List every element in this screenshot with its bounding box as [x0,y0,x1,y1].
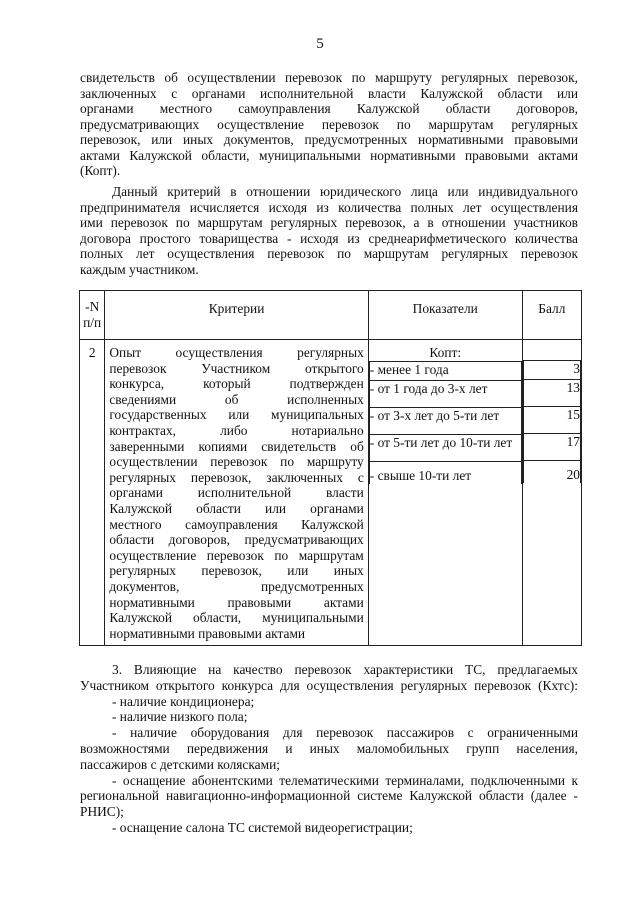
text-line: свидетельств об осуществлении перевозок по маршруту регулярных перевозок, [80,70,578,85]
criteria-line: органами исполнительной власти [109,485,364,501]
text-line: каждым участником. [80,261,199,277]
text-line: 3. Влияющие на качество перевозок характеристики ТС, предлагаемых [112,662,578,677]
score-value: 17 [523,434,580,461]
score-value: 13 [523,380,580,407]
criteria-line: местного самоуправления Калужской [109,516,364,532]
row-num: 2 [80,340,105,646]
criteria-line: конкурса, который подтвержден [109,376,364,392]
list-item: - наличие низкого пола; [112,709,248,725]
section-3 [80,662,578,836]
text-line: органами местного самоуправления Калужской области договоров, [80,101,578,116]
text-line: региональной навигационно-информационной системе Калужской области (далее - [80,788,578,804]
indicator-title: Копт: [429,345,462,360]
indicator-item: - от 5-ти лет до 10-ти лет [369,434,521,461]
row-indicators [368,340,522,646]
criteria-line: области договоров, предусматривающих [109,532,364,548]
score-value: 3 [523,361,580,380]
text-line: актами Калужской области, муниципальными нормативными правовыми актами [80,147,578,163]
text-line: (Копт). [80,163,121,178]
text-line: перевозок, или иных документов, предусмотренных нормативными правовыми [80,132,578,147]
criteria-table [79,290,582,646]
criteria-line: регулярных перевозок, заключенных с [109,469,364,485]
indicator-item: - от 3-х лет до 5-ти лет [369,407,521,434]
table-header-row [80,291,582,340]
criteria-line: осуществлении перевозок по маршруту [109,454,364,470]
text-line: РНИС); [80,804,124,820]
text-line: возможностями передвижения и иных маломобильных групп населения, [80,740,578,756]
score-value: 15 [523,407,580,434]
score-value: 20 [523,461,580,484]
header-criteria: Критерии [105,291,368,340]
criteria-line: Опыт осуществления регулярных [109,345,364,360]
header-indicators: Показатели [368,291,522,340]
row-scores [522,340,581,646]
intro-paragraph [80,70,578,179]
table-row [80,340,582,646]
criteria-line: сведениями об исполненных [109,391,364,407]
text-line: ими перевозок по маршрутам регулярных перевозок, а в отношении участников [80,215,578,230]
criteria-line: документов, предусмотренных [109,578,364,594]
text-line: договора простого товарищества - исходя из среднеарифметического количества [80,230,578,246]
row-criteria [105,340,368,646]
text-line: предусматривающих осуществление перевозок по маршрутам регулярных [80,116,578,132]
criteria-line: Калужской области или органами [109,500,364,516]
text-line: полных лет осуществления перевозок по маршрутам регулярных перевозок [80,246,578,261]
text-line: предпринимателя исчисляется исходя из количества полных лет осуществления [80,199,578,215]
criteria-line: контрактах, либо нотариально [109,422,364,438]
criteria-line: заверенными копиями свидетельств об [109,438,364,454]
indicator-item: - от 1 года до 3-х лет [369,380,521,407]
criteria-line: нормативными правовыми актами [109,594,364,610]
criteria-line: перевозок Участником открытого [109,360,364,376]
page-number: 5 [316,36,324,52]
criteria-line: нормативными правовыми актами [109,625,306,641]
header-score: Балл [522,291,581,340]
list-item: - наличие кондиционера; [112,693,255,709]
score-list [523,360,581,483]
text-line: Данный критерий в отношении юридического лица или индивидуального [112,184,578,199]
indicator-list [369,361,522,484]
list-item: - оснащение салона ТС системой видеорегистрации; [112,819,413,835]
criteria-line: государственных или муниципальных [109,407,364,423]
text-line: Участником открытого конкурса для осуществления регулярных перевозок (Кхтс): [80,677,578,693]
header-num: -N п/п [80,291,105,340]
text-line: пассажиров с детскими колясками; [80,756,280,772]
text-line: заключенных с органами исполнительной власти Калужской области или [80,85,578,101]
criteria-line: Калужской области, муниципальными [109,610,364,626]
indicator-item: - менее 1 года [369,361,521,380]
criterion-description [80,184,578,277]
indicator-item: - свыше 10-ти лет [369,461,521,484]
criteria-line: осуществление перевозок по маршрутам [109,547,364,563]
criteria-line: регулярных перевозок, или иных [109,563,364,579]
list-item: - наличие оборудования для перевозок пассажиров с ограниченными [112,725,578,741]
list-item: - оснащение абонентскими телематическими терминалами, подключенными к [112,772,578,788]
